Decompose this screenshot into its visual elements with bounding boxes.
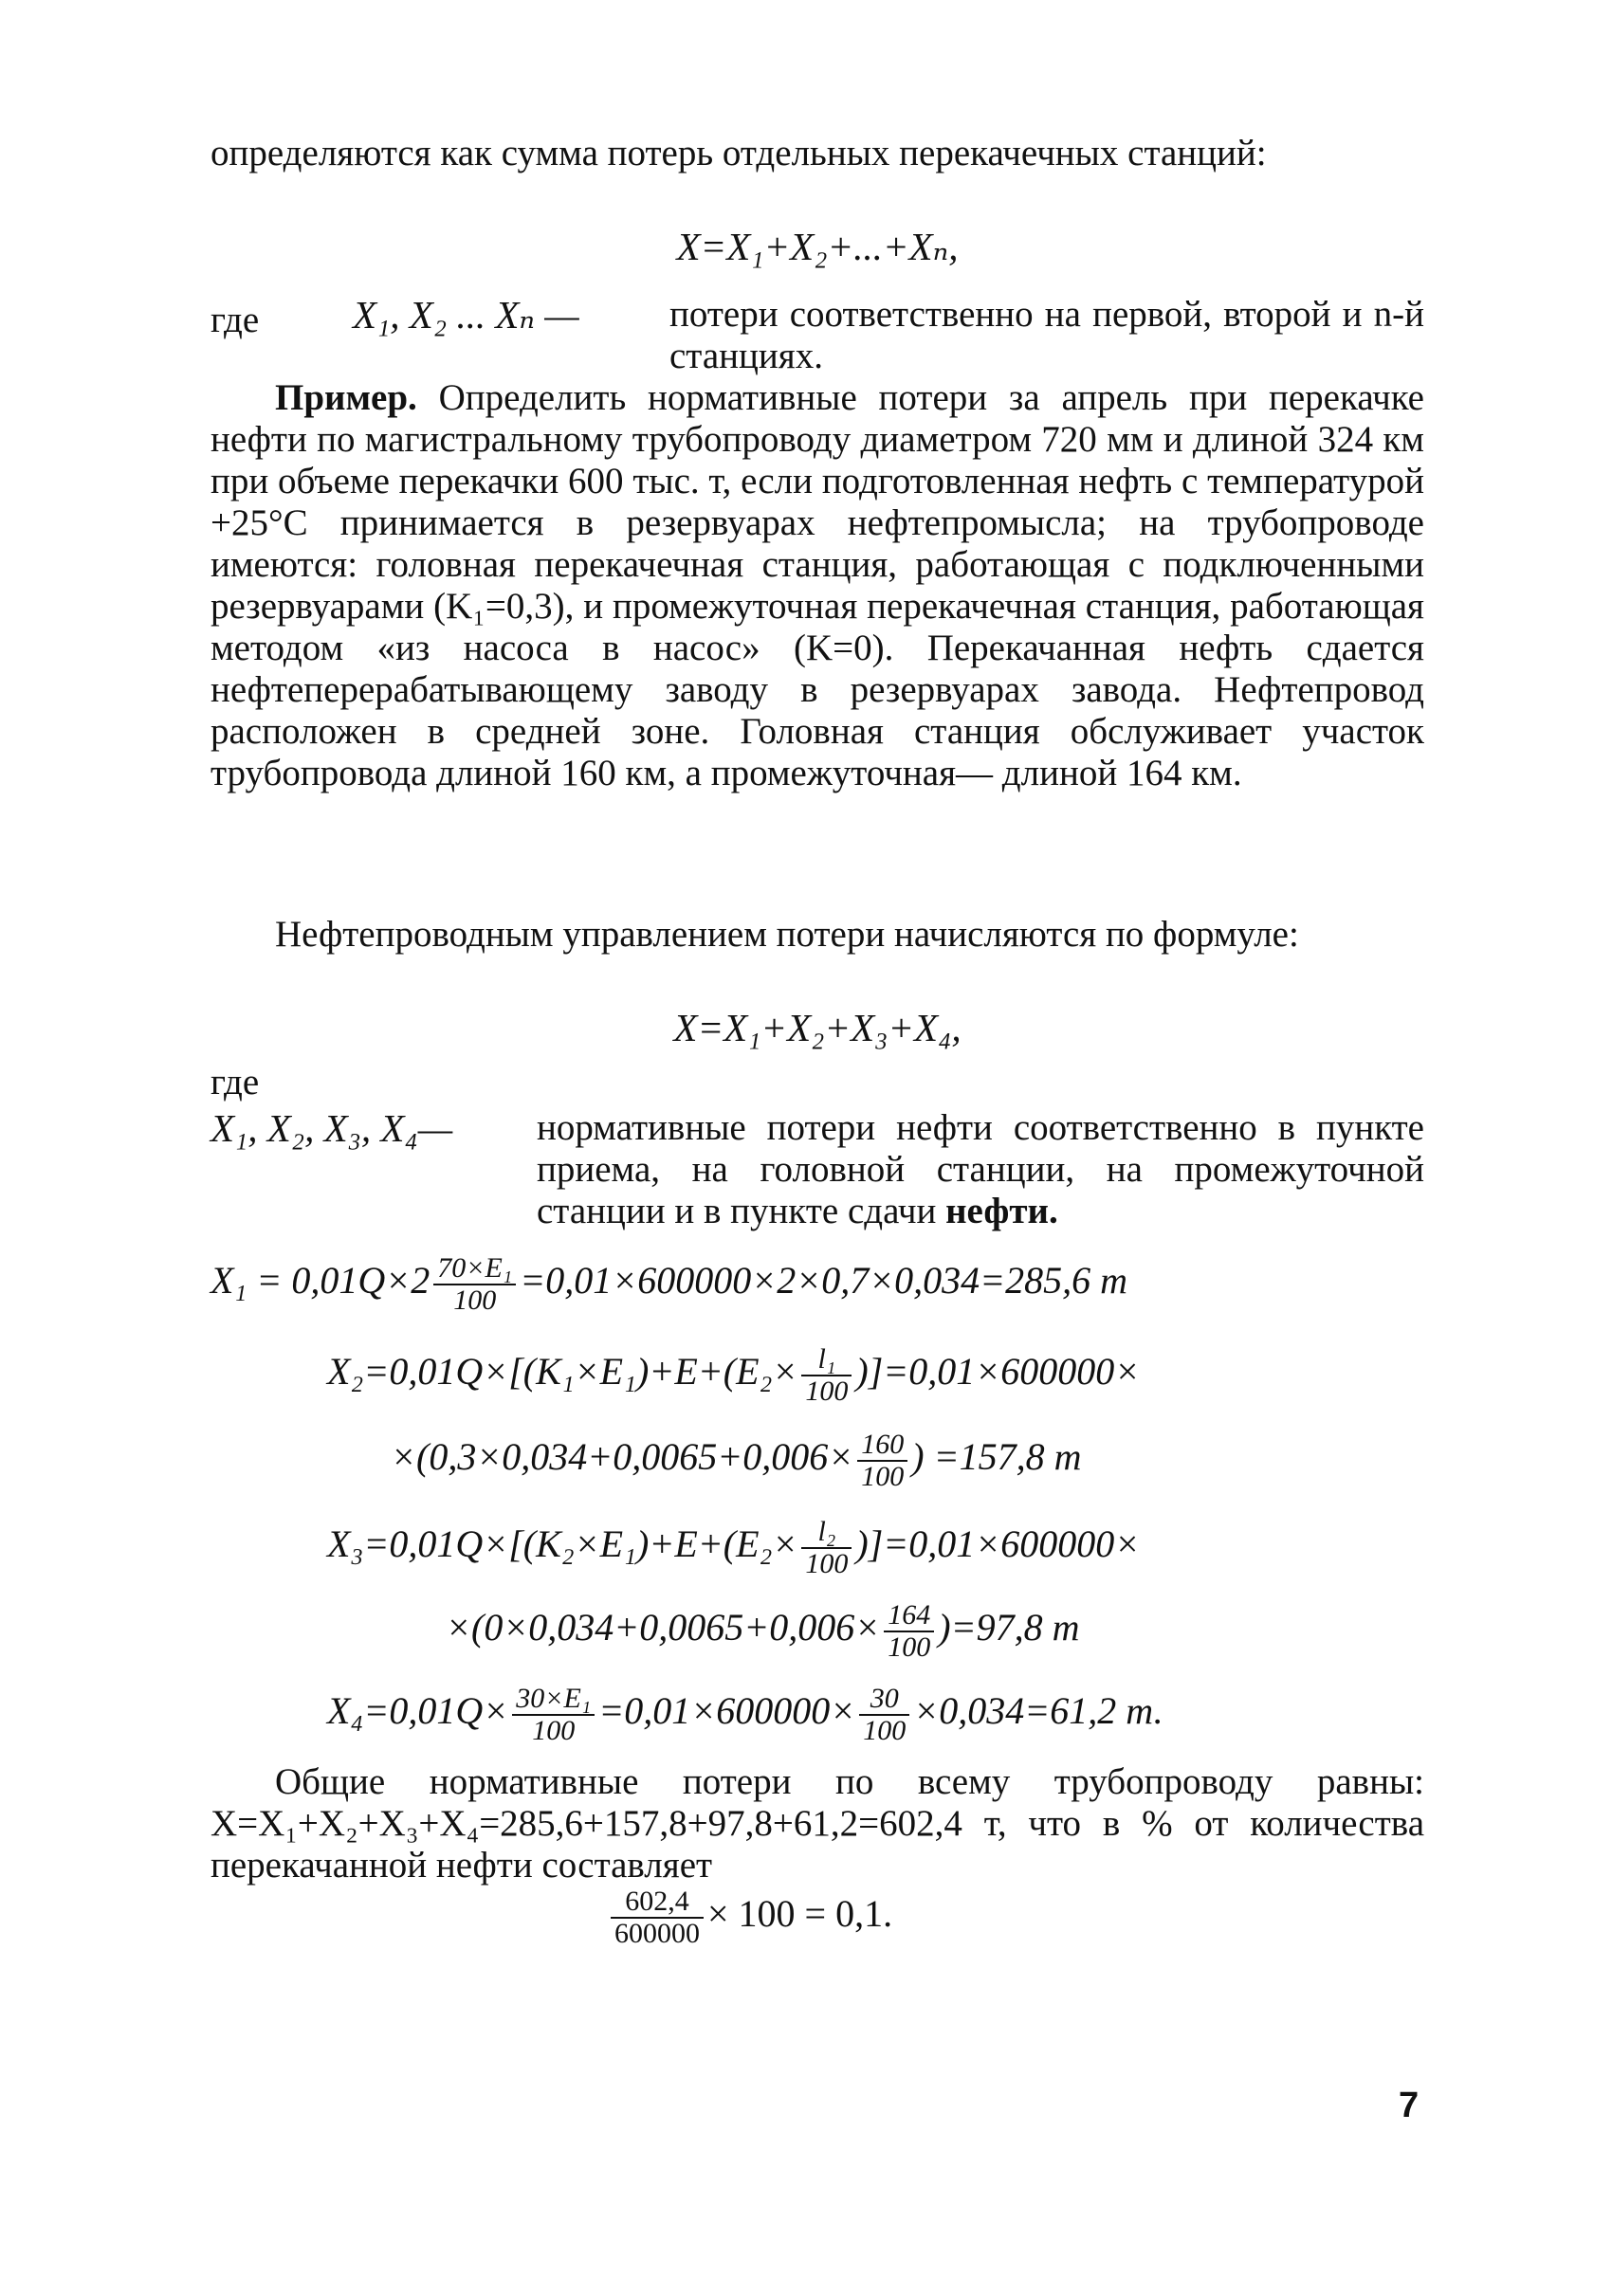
formula-x4-mid: =0,01×600000×	[598, 1689, 856, 1733]
where-description-2-text: нормативные потери нефти соответственно в пункте приема, на головной станции, на промежуточной станции и в пункте сдачи	[537, 1107, 1424, 1231]
fraction-numerator: 30	[859, 1684, 909, 1716]
fraction-denominator: 100	[453, 1285, 497, 1316]
total-equation: X=X₁+X₂+X₃+X₄,	[673, 1006, 962, 1049]
formula-x4-rhs: ×0,034=61,2 т.	[913, 1689, 1163, 1733]
formula-x3b-fraction	[884, 1600, 934, 1663]
fraction-numerator: 160	[857, 1430, 907, 1462]
fraction-numerator: l₂	[801, 1517, 852, 1549]
where-label: где	[211, 300, 260, 340]
where-variables-2: X₁, X₂, X₃, X₄—	[211, 1106, 453, 1150]
where-label-2: где	[211, 1062, 260, 1102]
example-heading: Пример.	[275, 377, 417, 418]
example-paragraph	[211, 377, 1424, 794]
formula-x1-rhs: =0,01×600000×2×0,7×0,034=285,6 т	[520, 1259, 1128, 1303]
fraction-denominator: 100	[532, 1715, 576, 1746]
formula-x4	[327, 1684, 1163, 1746]
formula-x3-fraction	[801, 1517, 852, 1579]
fraction-numerator: 30×E₁	[512, 1684, 595, 1716]
formula-x2-line1	[327, 1344, 1140, 1407]
fraction-denominator: 100	[805, 1548, 849, 1579]
formula-x3b-rhs: )=97,8 т	[938, 1606, 1080, 1649]
formula-x4-fraction-2	[859, 1684, 909, 1746]
fraction-denominator: 100	[863, 1715, 907, 1746]
formula-x2b-rhs: ) =157,8 т	[911, 1435, 1082, 1479]
percent-formula	[607, 1886, 892, 1949]
fraction-numerator: 70×E₁	[433, 1253, 516, 1285]
formula-x3-rhs: )]=0,01×600000×	[855, 1522, 1141, 1566]
formula-x3-lhs: X₃=0,01Q×[(K₂×E₁)+E+(E₂×	[327, 1522, 798, 1566]
formula-x1	[211, 1253, 1127, 1316]
formula-x1-fraction	[433, 1253, 516, 1316]
fraction-denominator: 100	[888, 1631, 931, 1663]
where-description-2-bold: нефти.	[945, 1191, 1058, 1231]
where-description: потери соответственно на первой, второй и n-й станциях.	[669, 294, 1424, 376]
where-variables: X₁, X₂ ... Xₙ —	[353, 293, 579, 337]
example-text: Определить нормативные потери за апрель при перекачке нефти по магистральному трубопроводу диаметром 720 мм и длиной 324 км при объеме перекачки 600 тыс. т, если подготовленная нефть с температурой +25°С принимается в резервуарах нефтепромысла; на трубопроводе имеются: головная перекачечная станция, работающая с подключенными резервуарами (K₁=0,3), и промежуточная перекачечная станция, работающая методом «из насоса в насос» (K=0). Перекачанная нефть сдается нефтеперерабатывающему заводу в резервуарах завода. Нефтепровод расположен в средней зоне. Головная станция обслуживает участок трубопровода длиной 160 км, а промежуточная— длиной 164 км.	[211, 377, 1424, 793]
page-number: 7	[1399, 2086, 1420, 2125]
formula-x2b-lhs: ×(0,3×0,034+0,0065+0,006×	[391, 1435, 854, 1479]
where-description-2	[537, 1107, 1424, 1232]
fraction-denominator: 600000	[614, 1918, 700, 1949]
fraction-denominator: 100	[805, 1376, 849, 1407]
formula-intro-paragraph: Нефтепроводным управлением потери начисляются по формуле:	[275, 914, 1299, 955]
fraction-numerator: 602,4	[611, 1886, 704, 1919]
formula-x2-rhs: )]=0,01×600000×	[855, 1350, 1141, 1394]
fraction-numerator: 164	[884, 1600, 934, 1632]
percent-fraction	[611, 1886, 704, 1949]
formula-x2-lhs: X₂=0,01Q×[(K₁×E₁)+E+(E₂×	[327, 1350, 798, 1394]
fraction-denominator: 100	[861, 1461, 905, 1492]
formula-x2-fraction	[801, 1344, 852, 1407]
formula-x3b-lhs: ×(0×0,034+0,0065+0,006×	[446, 1606, 881, 1649]
formula-x3-line2	[446, 1600, 1079, 1663]
total-paragraph: Общие нормативные потери по всему трубопроводу равны: X=X₁+X₂+X₃+X₄=285,6+157,8+97,8+61,2=602,4 т, что в % от количества перекачанной нефти составляет	[211, 1761, 1424, 1886]
formula-x1-lhs: X₁ = 0,01Q×2	[211, 1259, 430, 1303]
intro-paragraph: определяются как сумма потерь отдельных перекачечных станций:	[211, 133, 1267, 173]
percent-formula-rhs: × 100 = 0,1.	[707, 1892, 893, 1936]
formula-x4-fraction	[512, 1684, 595, 1746]
formula-x4-lhs: X₄=0,01Q×	[327, 1689, 509, 1733]
formula-x3-line1	[327, 1517, 1140, 1579]
fraction-numerator: l₁	[801, 1344, 852, 1376]
formula-x2-line2	[391, 1430, 1081, 1492]
formula-x2b-fraction	[857, 1430, 907, 1492]
sum-equation: X=X₁+X₂+...+Xₙ,	[676, 225, 959, 268]
